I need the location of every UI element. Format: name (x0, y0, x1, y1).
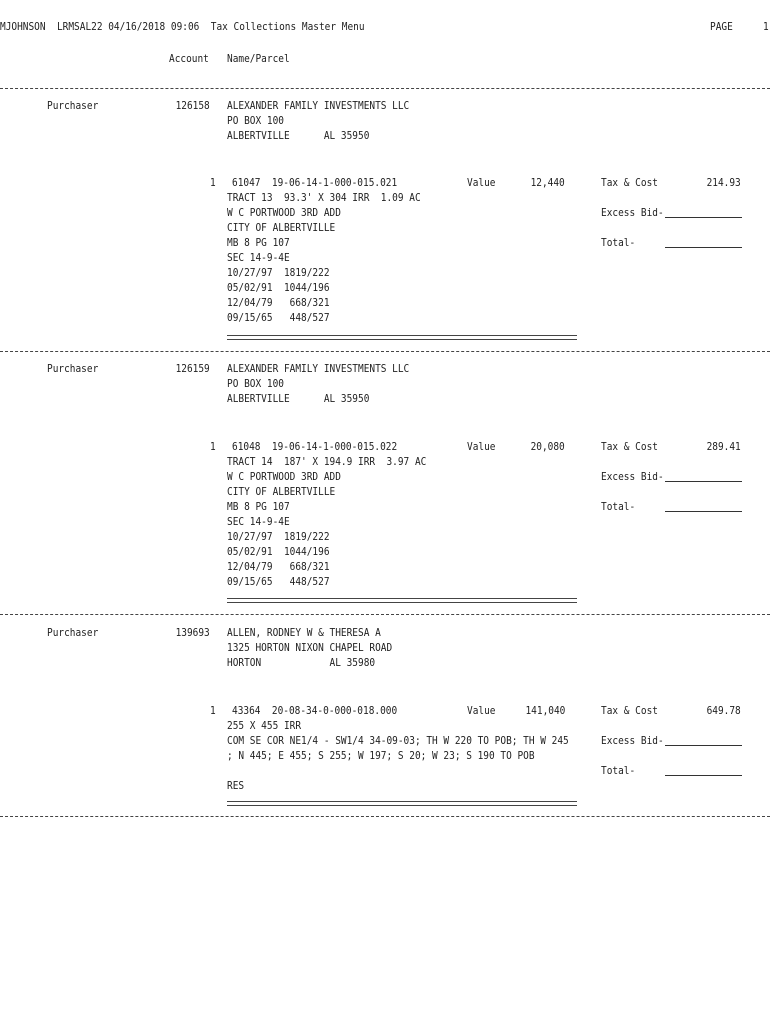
total-label: Total- (601, 500, 636, 513)
legal-line: ; N 445; E 455; S 255; W 197; S 20; W 23; S 190 TO POB (227, 749, 535, 762)
page-number: 1 (763, 20, 769, 33)
legal-line: CITY OF ALBERTVILLE (227, 485, 336, 498)
record-address: PO BOX 100 (227, 377, 284, 390)
user-id: MJOHNSON (0, 20, 46, 33)
record-name: ALEXANDER FAMILY INVESTMENTS LLC (227, 362, 410, 375)
legal-line: TRACT 14 187' X 194.9 IRR 3.97 AC (227, 455, 427, 468)
record-city-state-zip: ALBERTVILLE AL 35950 (227, 392, 370, 405)
item-number: 1 (210, 176, 216, 189)
value-amount: 141,040 (525, 704, 565, 717)
record-role: Purchaser (47, 362, 99, 375)
record-name: ALEXANDER FAMILY INVESTMENTS LLC (227, 99, 410, 112)
legal-line: 10/27/97 1819/222 (227, 266, 330, 279)
tax-cost-amount: 649.78 (706, 704, 741, 717)
page-label: PAGE (710, 20, 733, 33)
record-account: 139693 (175, 626, 210, 639)
tax-cost-amount: 214.93 (706, 176, 741, 189)
record-double-rule (227, 335, 577, 340)
legal-line: RES (227, 779, 245, 792)
record-double-rule (227, 801, 577, 806)
excess-bid-label: Excess Bid- (601, 470, 664, 483)
section-divider (0, 816, 770, 817)
record-name: ALLEN, RODNEY W & THERESA A (227, 626, 381, 639)
value-amount: 12,440 (530, 176, 565, 189)
excess-bid-label: Excess Bid- (601, 734, 664, 747)
report-title: Tax Collections Master Menu (210, 20, 365, 33)
excess-bid-blank (665, 745, 742, 746)
total-label: Total- (601, 236, 636, 249)
legal-line: COM SE COR NE1/4 - SW1/4 34-09-03; TH W 220 TO POB; TH W 245 (227, 734, 569, 747)
record-role: Purchaser (47, 99, 99, 112)
record-double-rule (227, 598, 577, 603)
legal-line: 255 X 455 IRR (227, 719, 302, 732)
value-label: Value (467, 704, 496, 717)
legal-line: W C PORTWOOD 3RD ADD (227, 206, 341, 219)
legal-line: 12/04/79 668/321 (227, 560, 330, 573)
legal-line: W C PORTWOOD 3RD ADD (227, 470, 341, 483)
record-role: Purchaser (47, 626, 99, 639)
parcel-line: 61048 19-06-14-1-000-015.022 (232, 440, 398, 453)
legal-line: 05/02/91 1044/196 (227, 281, 330, 294)
column-header-name-parcel: Name/Parcel (227, 52, 290, 65)
excess-bid-blank (665, 217, 742, 218)
report-header-id (0, 20, 365, 33)
legal-line: SEC 14-9-4E (227, 515, 290, 528)
parcel-line: 61047 19-06-14-1-000-015.021 (232, 176, 398, 189)
excess-bid-blank (665, 481, 742, 482)
column-header-account: Account (169, 52, 209, 65)
tax-cost-amount: 289.41 (706, 440, 741, 453)
tax-cost-label: Tax & Cost (601, 440, 658, 453)
value-amount: 20,080 (530, 440, 565, 453)
tax-cost-label: Tax & Cost (601, 704, 658, 717)
legal-line: SEC 14-9-4E (227, 251, 290, 264)
legal-line: 09/15/65 448/527 (227, 311, 330, 324)
legal-line: TRACT 13 93.3' X 304 IRR 1.09 AC (227, 191, 421, 204)
legal-line: 09/15/65 448/527 (227, 575, 330, 588)
legal-line: 10/27/97 1819/222 (227, 530, 330, 543)
tax-cost-label: Tax & Cost (601, 176, 658, 189)
total-blank (665, 511, 742, 512)
legal-line: 12/04/79 668/321 (227, 296, 330, 309)
legal-line: 05/02/91 1044/196 (227, 545, 330, 558)
total-blank (665, 247, 742, 248)
parcel-line: 43364 20-08-34-0-000-018.000 (232, 704, 398, 717)
record-address: 1325 HORTON NIXON CHAPEL ROAD (227, 641, 393, 654)
section-divider (0, 351, 770, 352)
report-datetime: 04/16/2018 09:06 (108, 20, 200, 33)
section-divider (0, 88, 770, 89)
report-id: LRMSAL22 (56, 20, 103, 33)
value-label: Value (467, 440, 496, 453)
item-number: 1 (210, 440, 216, 453)
total-label: Total- (601, 764, 636, 777)
record-account: 126158 (175, 99, 210, 112)
excess-bid-label: Excess Bid- (601, 206, 664, 219)
legal-line: MB 8 PG 107 (227, 500, 290, 513)
section-divider (0, 614, 770, 615)
record-account: 126159 (175, 362, 210, 375)
item-number: 1 (210, 704, 216, 717)
value-label: Value (467, 176, 496, 189)
total-blank (665, 775, 742, 776)
record-city-state-zip: ALBERTVILLE AL 35950 (227, 129, 370, 142)
record-address: PO BOX 100 (227, 114, 284, 127)
record-city-state-zip: HORTON AL 35980 (227, 656, 376, 669)
legal-line: MB 8 PG 107 (227, 236, 290, 249)
legal-line: CITY OF ALBERTVILLE (227, 221, 336, 234)
